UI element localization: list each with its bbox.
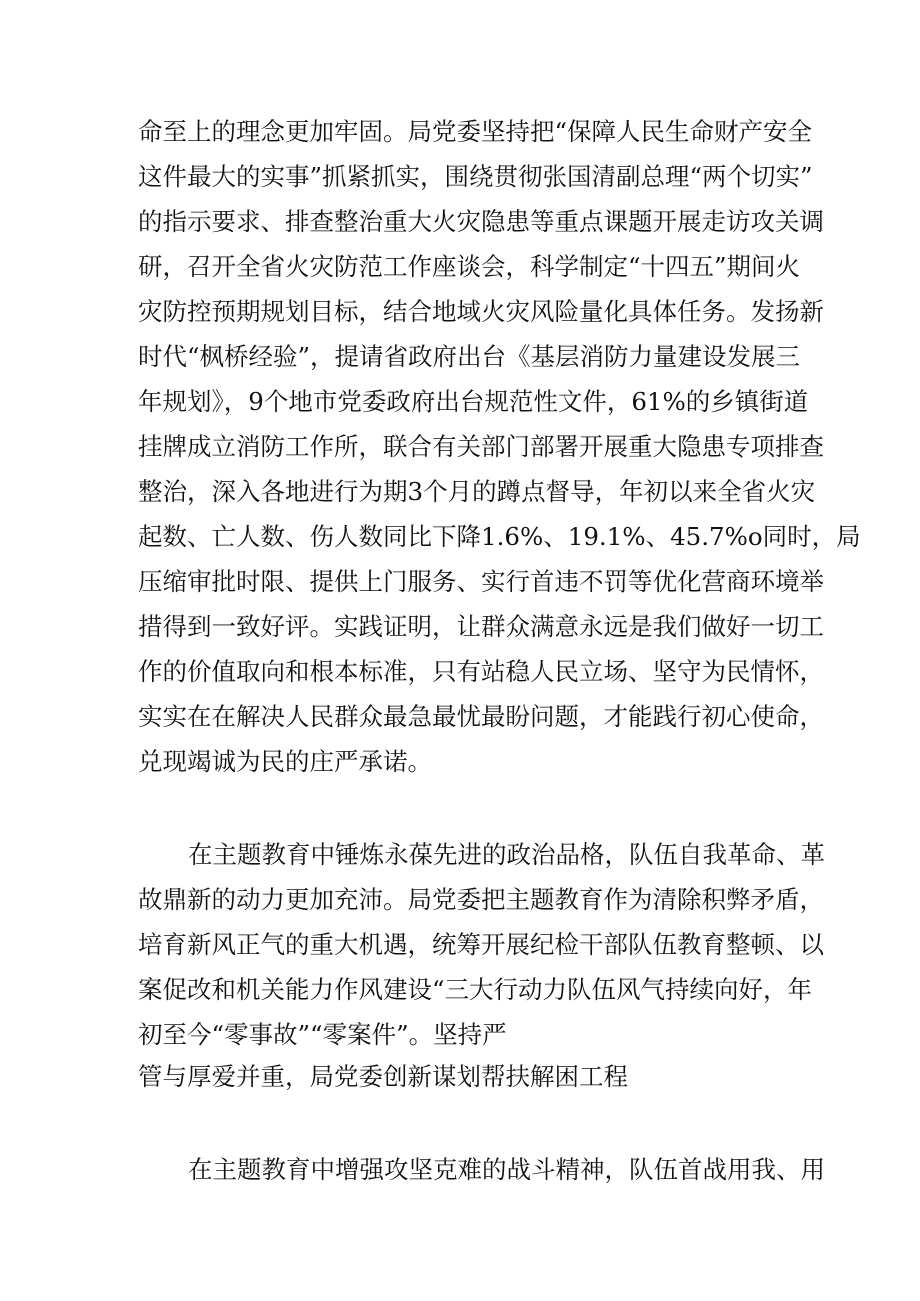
- paragraph-1-line-11: 压缩审批时限、提供上门服务、实行首违不罚等优化营商环境举: [138, 567, 824, 596]
- paragraph-2-line-4: 案促改和机关能力作风建设“三大行动力队伍风气持续向好，年: [138, 975, 813, 1004]
- paragraph-1-line-1: 命至上的理念更加牢固。局党委坚持把“保障人民生命财产安全: [138, 117, 813, 146]
- paragraph-1-line-8: 挂牌成立消防工作所，联合有关部门部署开展重大隐患专项排查: [138, 432, 824, 461]
- paragraph-3-line-1: 在主题教育中增强攻坚克难的战斗精神，队伍首战用我、用: [188, 1155, 825, 1184]
- paragraph-1-line-9: 整治，深入各地进行为期3个月的蹲点督导，年初以来全省火灾: [138, 477, 816, 506]
- paragraph-1-line-3: 的指示要求、排查整治重大火灾隐患等重点课题开展走访攻关调: [138, 207, 824, 236]
- paragraph-1-line-5: 灾防控预期规划目标，结合地域火灾风险量化具体任务。发扬新: [138, 297, 824, 326]
- paragraph-2-line-3: 培育新风正气的重大机遇，统筹开展纪检干部队伍教育整顿、以: [138, 930, 824, 959]
- paragraph-2-line-5: 初至今“零事故”“零案件”。坚持严: [138, 1020, 507, 1049]
- paragraph-1-line-12: 措得到一致好评。实践证明，让群众满意永远是我们做好一切工: [138, 612, 824, 641]
- paragraph-1-line-2: 这件最大的实事”抓紧抓实，围绕贯彻张国清副总理“两个切实”: [138, 162, 813, 191]
- paragraph-1-line-6: 时代“枫桥经验”，提请省政府出台《基层消防力量建设发展三: [138, 342, 801, 371]
- paragraph-1-line-13: 作的价值取向和根本标准，只有站稳人民立场、坚守为民情怀，: [138, 657, 824, 686]
- paragraph-1-line-10: 起数、亡人数、伤人数同比下降1.6%、19.1%、45.7%o同时，局: [138, 522, 861, 551]
- paragraph-1-line-14: 实实在在解决人民群众最急最忧最盼问题，才能践行初心使命，: [138, 702, 824, 731]
- paragraph-1-line-15: 兑现竭诚为民的庄严承诺。: [138, 747, 432, 776]
- paragraph-1-line-7: 年规划》，9个地市党委政府出台规范性文件，61%的乡镇街道: [138, 387, 809, 416]
- paragraph-2-line-2: 故鼎新的动力更加充沛。局党委把主题教育作为清除积弊矛盾，: [138, 885, 824, 914]
- paragraph-2-line-6: 管与厚爱并重，局党委创新谋划帮扶解困工程: [138, 1062, 628, 1091]
- paragraph-2-line-1: 在主题教育中锤炼永葆先进的政治品格，队伍自我革命、革: [188, 840, 825, 869]
- paragraph-1-line-4: 研，召开全省火灾防范工作座谈会，科学制定“十四五”期间火: [138, 252, 801, 281]
